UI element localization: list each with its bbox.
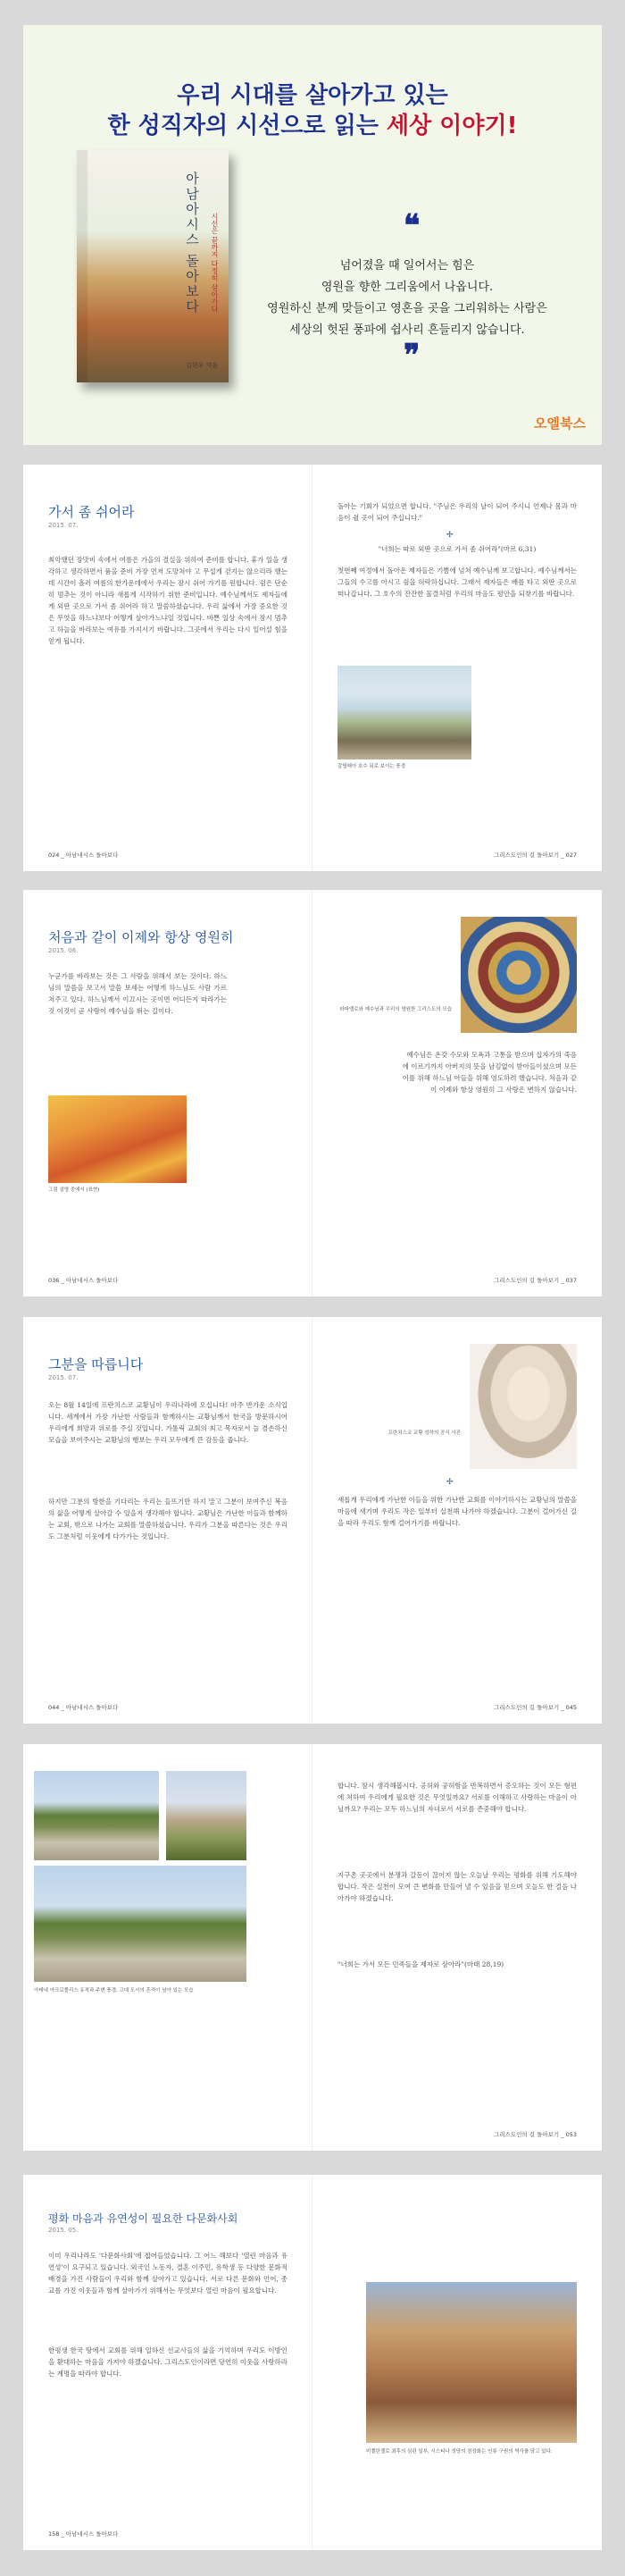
spread-1 [23, 465, 602, 871]
body-text: 새롭게 우리에게 가난한 이들을 위한 가난한 교회를 이야기하시는 교황님의 말씀을 마음에 새기며 우리도 작은 일부터 실천해 나가야 하겠습니다. 그분이 걸어가신 길을 따라 우리도 함께 걸어가기를 바랍니다. [338, 1496, 577, 1527]
ornament-icon: ✢ [446, 1478, 454, 1487]
body-text: 지구촌 곳곳에서 분쟁과 갈등이 끊이지 않는 오늘날 우리는 평화를 위해 기도해야 합니다. 작은 실천이 모여 큰 변화를 만들어 낼 수 있음을 믿으며 오늘도 한 걸음 나아가야 하겠습니다. [338, 1871, 577, 1902]
body-text: 한평생 한국 땅에서 교회를 위해 일하신 선교사들의 삶을 기억하며 우리도 이방인을 환대하는 마음을 가져야 하겠습니다. 그리스도인이라면 당연히 이웃을 사랑하라는 계명을 따라야 합니다. [48, 2346, 288, 2378]
hero-banner [23, 25, 602, 445]
body-text: 첫번째 여정에서 돌아온 제자들은 기쁨에 넘쳐 예수님께 보고합니다. 예수님께서는 그들의 수고를 아시고 쉼을 허락하십니다. 그래서 제자들은 배를 타고 외딴 곳으로 떠나갑니다. 그 호수의 잔잔한 물결처럼 우리의 마음도 평안을 되찾기를 바랍니다. [338, 566, 577, 598]
photo-caption: 갈릴래아 호수 뒤로 보이는 풍경 [338, 764, 406, 769]
folio: 그리스도인의 길 돌아보기 _ 027 [494, 852, 577, 859]
fresco-image [366, 2282, 577, 2443]
section-title: 처음과 같이 이제와 항상 영원히 [48, 929, 234, 945]
section-date: 2015. 05. [48, 2227, 79, 2234]
spread-2-left-page [23, 890, 312, 1296]
body-text: 최악했던 장맛비 속에서 여름은 가을의 결실을 위하여 준비를 합니다. 휴가 일을 생각하고 생각하면서 품을 준비 가장 먼저 도망쳐야 고 무섭게 걷지는 않으리라 했는데 시간이 흘러 여름의 한가운데에서 우리는 잠시 쉬어 가기를 원합니다. 쉼은 단순히 멈추는 것이 아니라 새롭게 시작하기 위한 준비입니다. 예수님께서도 제자들에게 외딴 곳으로 가서 좀 쉬어라 하고 말씀하셨습니다. 우리 삶에서 가장 중요한 것은 무엇을 하느냐보다 어떻게 살아가느냐일 것입니다. 바쁜 일상 속에서 잠시 멈추고 하늘을 바라보는 여유를 가지시기 바랍니다. 그곳에서 우리는 다시 일어설 힘을 얻게 됩니다. [48, 556, 288, 645]
lake-photo [338, 666, 471, 759]
spread-4-left-page [23, 1744, 312, 2151]
folio: 그리스도인의 길 돌아보기 _ 037 [494, 1277, 577, 1284]
image-caption: 라파엘로와 예수님과 우리의 영원한 그리스도의 모습 [339, 1007, 452, 1012]
folio: 그리스도인의 길 돌아보기 _ 045 [494, 1704, 577, 1711]
pope-photo [470, 1344, 577, 1469]
publisher-logo: 오엘북스 [534, 415, 586, 432]
body-text: 누군가를 바라보는 것은 그 사람을 위해서 보는 것이다. 하느님의 말씀을 보고서 말씀 보세는 어떻게 하느님도 사람 가르쳐주고 있다. 하느님께서 이끄시는 곳이면 어디든지 따라가는 것 이것이 곧 사랑이 예수님을 뛰는 길이다. [48, 972, 227, 1015]
folio: 그리스도인의 길 돌아보기 _ 053 [494, 2131, 577, 2138]
folio: 044 _ 아남네시스 돌아보다 [48, 1704, 119, 1711]
spread-5-left-page [23, 2175, 312, 2550]
folio: 158 _ 아남네시스 돌아보다 [48, 2530, 119, 2538]
hero-title-line2 [23, 107, 602, 140]
body-text: 돌아는 기회가 되었으면 합니다. "주님은 우리의 날이 되어 주시니 언제나 몸과 마음이 쉴 곳이 되어 주십니다." [338, 502, 577, 522]
book-spine [77, 150, 88, 382]
scripture-quote: "너희는 따로 외딴 곳으로 가서 좀 쉬어라"(마르 6,31) [378, 545, 537, 553]
book-subtitle: 시선은 끝까지 다정히 살아가다 [211, 213, 219, 313]
painting-image [48, 1095, 187, 1183]
quote-open-icon: ❝ [404, 208, 421, 244]
ornament-icon: ✢ [446, 531, 454, 540]
body-text: 이미 우리나라도 '다문화사회'에 접어들었습니다. 그 어느 해보다 '열린 마음과 유연성'이 요구되고 있습니다. 외국인 노동자, 결혼 이주민, 유학생 등 다양한 문화적 배경을 가진 사람들이 우리와 함께 살아가고 있습니다. 서로 다른 문화와 언어, 종교를 가진 이웃들과 함께 살아가기 위해서는 무엇보다 열린 마음이 필요합니다. [48, 2252, 288, 2295]
spread-1-left-page [23, 465, 312, 871]
quote-close-icon: ❞ [404, 338, 421, 373]
spread-2 [23, 890, 602, 1296]
photo-caption: 아테네 아크로폴리스 유적과 주변 풍경, 고대 도시의 흔적이 남아 있는 모습 [34, 1988, 194, 1993]
folio: 024 _ 아남네시스 돌아보다 [48, 852, 119, 859]
hero-title-line2-a: 한 성직자의 시선으로 읽는 [107, 113, 387, 139]
mosaic-image [461, 917, 577, 1033]
section-date: 2015. 06. [48, 947, 79, 954]
spread-5 [23, 2175, 602, 2550]
hero-title-line1: 우리 시대를 살아가고 있는 [177, 82, 448, 109]
spread-3 [23, 1317, 602, 1724]
spread-4 [23, 1744, 602, 2151]
section-title: 가서 좀 쉬어라 [48, 504, 135, 520]
quote-line-2: 영원을 향한 그리움에서 나옵니다. [321, 281, 494, 294]
section-date: 2015. 07. [48, 522, 79, 529]
book-title: 아남아시스 돌아보다 [184, 172, 200, 315]
spread-2-right-page [312, 890, 602, 1296]
quote-line-3: 영원하신 분께 맞들이고 영혼을 곳을 그리워하는 사람은 [267, 302, 547, 315]
photo-caption: 프란치스코 교황 성하의 공식 사진 [388, 1431, 461, 1436]
quote-line-4: 세상의 헛된 풍파에 쉽사리 흔들리지 않습니다. [289, 323, 525, 337]
spread-5-right-page [312, 2175, 602, 2550]
folio: 036 _ 아남네시스 돌아보다 [48, 1277, 119, 1284]
spread-4-right-page [312, 1744, 602, 2151]
spread-3-right-page [312, 1317, 602, 1724]
scripture-quote: "너희는 가서 모든 민족들을 제자로 삼아라"(마태 28,19) [338, 1960, 504, 1968]
book-cover [77, 150, 229, 382]
spread-3-left-page [23, 1317, 312, 1724]
book-author: 김현우 지음 [185, 362, 218, 369]
section-title: 그분을 따릅니다 [48, 1356, 144, 1372]
quote-line-1: 넘어졌을 때 일어서는 힘은 [339, 259, 475, 273]
spread-1-right-page [312, 465, 602, 871]
ruins-photo-1 [34, 1771, 159, 1860]
body-text: 예수님은 온갖 수모와 모욕과 고통을 받으며 십자가의 죽음에 이르기까지 아버지의 뜻을 남김없이 받아들이셨으며 모든 이를 위해 하느님 아들을 위해 영도하려 했습니다. 처음과 같이 이제와 항상 영원히 그 사랑은 변하지 않습니다. [402, 1051, 577, 1094]
ruins-photo-2 [166, 1771, 246, 1860]
image-caption: 그림 설명 중에서 (표현) [48, 1187, 100, 1193]
body-text: 하지만 그분의 방한을 기다리는 우리는 들뜨기만 하지 말고 그분이 보여주신 복음의 삶을 어떻게 살아갈 수 있을지 생각해야 합니다. 교황님은 가난한 이들과 함께하는 교회, 밖으로 나가는 교회를 말씀하셨습니다. 우리가 그분을 따른다는 것은 우리도 그분처럼 이웃에게 다가가는 것입니다. [48, 1498, 288, 1540]
image-caption: 미켈란젤로 최후의 심판 일부, 시스티나 성당의 천장화는 인류 구원의 역사를 담고 있다. [366, 2449, 553, 2454]
body-text: 오는 8월 14일에 프란치스코 교황님이 우리나라에 오십니다! 아주 반가운 소식입니다. 세계에서 가장 가난한 사람들과 함께하시는 교황님께서 한국을 방문하시어 우리에게 희망과 위로를 주실 것입니다. 가톨릭 교회의 최고 목자로서 늘 겸손하신 모습을 보여주시는 교황님의 행보는 우리 모두에게 큰 감동을 줍니다. [48, 1401, 288, 1444]
body-text: 합니다. 잠시 생각해봅시다. 공허와 공허함을 반복하면서 증오하는 것이 모든 형편에 처하여 우리에게 필요한 것은 무엇일까요? 서로를 이해하고 사랑하는 마음이 아닐까요? 우리는 모두 하느님의 자녀로서 서로를 존중해야 합니다. [338, 1782, 577, 1813]
ruins-photo-3 [34, 1866, 246, 1982]
hero-title-line2-b: 세상 이야기! [386, 113, 518, 139]
section-title: 평화 마음과 유연성이 필요한 다문화사회 [48, 2212, 238, 2225]
section-date: 2015. 07. [48, 1374, 79, 1381]
